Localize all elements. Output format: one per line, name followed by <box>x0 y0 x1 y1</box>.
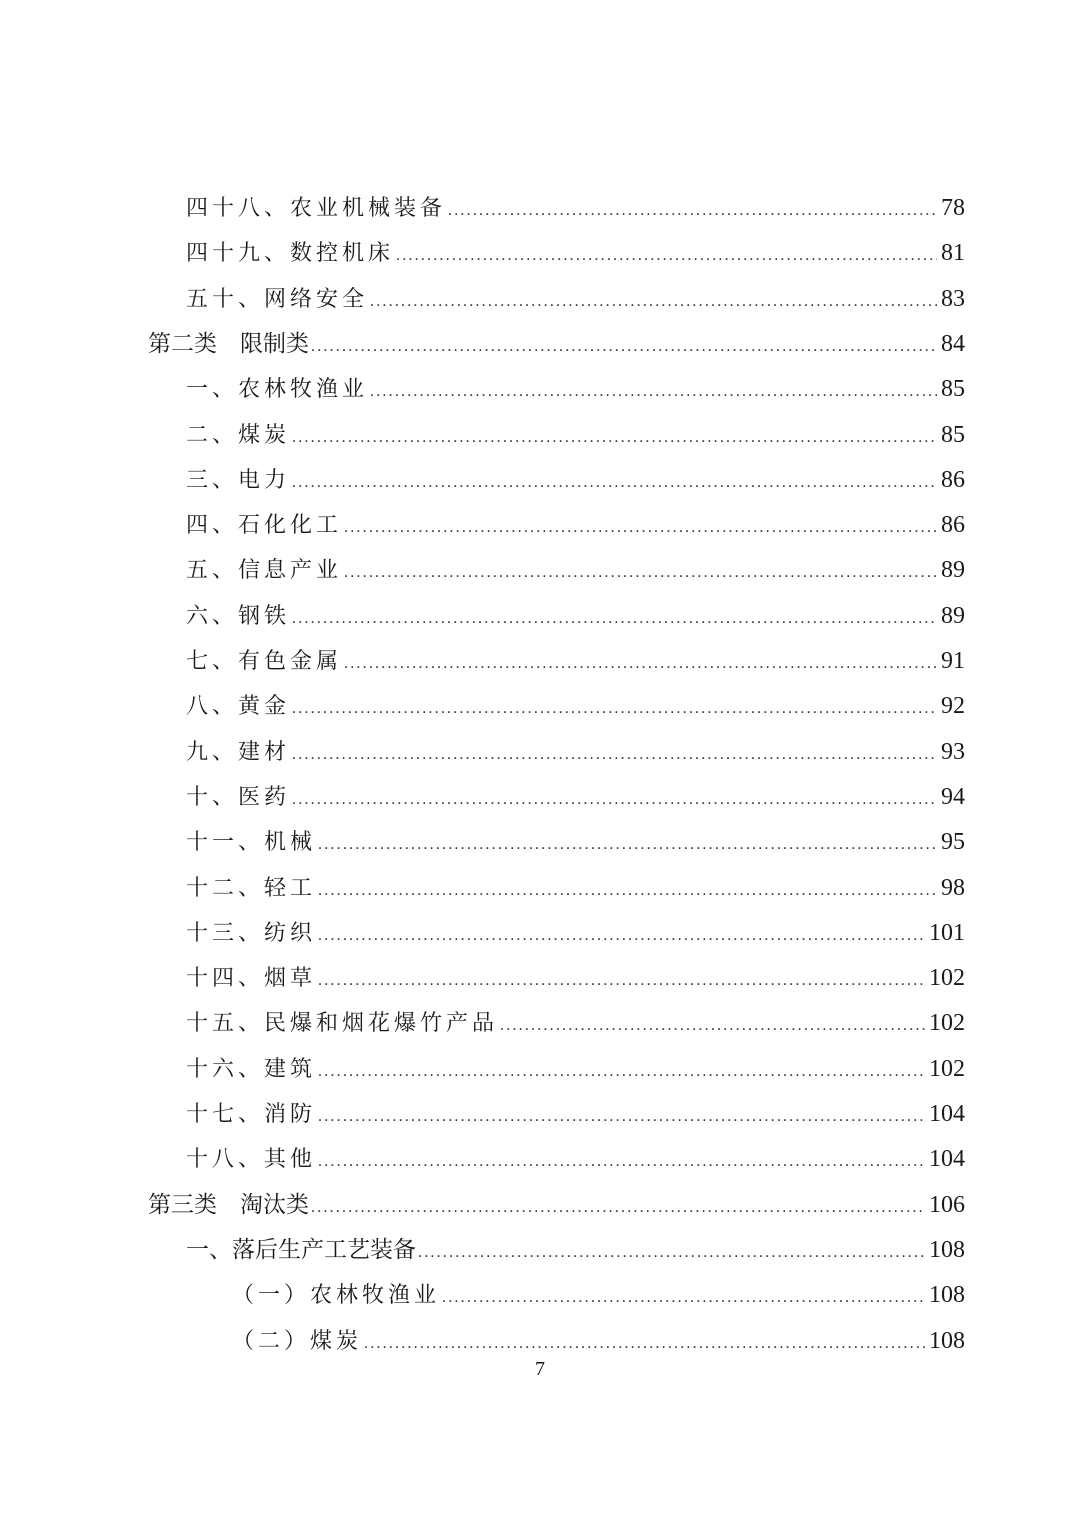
toc-entry-page: 84 <box>941 330 965 357</box>
toc-entry-label: 四十九、数控机床 <box>186 241 395 267</box>
toc-entry-page: 85 <box>941 421 965 448</box>
toc-entry-line <box>186 277 965 322</box>
toc-entry-label: 一、落后生产工艺装备 <box>186 1236 416 1263</box>
toc-entry-line <box>186 186 965 231</box>
toc-entry[interactable] <box>0 548 1080 593</box>
dot-leader <box>318 1139 925 1184</box>
dot-leader <box>318 1049 925 1094</box>
toc-entry-label: 八、黄金 <box>186 694 291 720</box>
dot-leader <box>396 233 937 278</box>
toc-entry-label: 四十八、农业机械装备 <box>186 196 447 221</box>
dot-leader <box>370 369 937 414</box>
toc-entry[interactable] <box>0 1092 1080 1137</box>
toc-entry-label: 二、煤炭 <box>186 422 291 448</box>
toc-entry[interactable] <box>0 866 1080 911</box>
toc-entry-label: 七、有色金属 <box>186 649 343 674</box>
toc-entry[interactable] <box>0 1228 1080 1273</box>
toc-entry-label: （二）煤炭 <box>232 1328 363 1354</box>
toc-entry-line <box>186 594 965 639</box>
toc-entry-page: 102 <box>929 1010 965 1037</box>
toc-entry-line <box>186 367 965 412</box>
toc-entry-page: 102 <box>929 965 965 992</box>
toc-entry-page: 104 <box>929 1101 965 1127</box>
toc-entry-label: 第二类 限制类 <box>148 330 309 357</box>
toc-entry[interactable] <box>0 1047 1080 1092</box>
dot-leader <box>318 1094 925 1139</box>
toc-entry-line <box>186 1137 965 1182</box>
toc-entry-page: 78 <box>941 195 965 221</box>
toc-entry-page: 85 <box>941 376 965 403</box>
dot-leader <box>318 822 937 867</box>
toc-entry-label: 十一、机械 <box>186 830 317 856</box>
toc-entry-line <box>186 231 965 276</box>
toc-entry-page: 83 <box>941 285 965 312</box>
toc-entry-page: 93 <box>941 738 965 765</box>
toc-entry-label: 三、电力 <box>186 467 291 493</box>
toc-entry-line <box>148 1183 965 1228</box>
toc-entry[interactable] <box>0 684 1080 729</box>
toc-entry-page: 86 <box>941 466 965 493</box>
toc-entry-page: 98 <box>941 874 965 901</box>
toc-entry[interactable] <box>0 367 1080 412</box>
toc-entry[interactable] <box>0 594 1080 639</box>
dot-leader <box>292 596 937 641</box>
toc-entry-label: 十七、消防 <box>186 1102 317 1127</box>
dot-leader <box>448 188 937 233</box>
toc-entry-page: 91 <box>941 648 965 674</box>
toc-entry-label: 十、医药 <box>186 784 291 810</box>
toc-section-heading[interactable] <box>0 1183 1080 1228</box>
dot-leader <box>292 686 937 731</box>
toc-entry[interactable] <box>0 186 1080 231</box>
toc-entry-page: 106 <box>929 1191 965 1218</box>
dot-leader <box>292 777 937 822</box>
toc-entry-page: 86 <box>941 512 965 539</box>
toc-entry-line <box>232 1273 965 1318</box>
toc-entry[interactable] <box>0 911 1080 956</box>
toc-entry-line <box>186 548 965 593</box>
dot-leader <box>370 279 937 324</box>
toc-entry-line <box>186 684 965 729</box>
toc-entry[interactable] <box>0 956 1080 1001</box>
toc-entry-line <box>186 775 965 820</box>
toc-entry-label: 四、石化化工 <box>186 513 343 539</box>
toc-entry[interactable] <box>0 1319 1080 1364</box>
dot-leader <box>418 1230 925 1275</box>
toc-entry-page: 101 <box>929 919 965 946</box>
toc-entry-line <box>232 1319 965 1364</box>
toc-entry-label: （一）农林牧渔业 <box>232 1283 441 1309</box>
toc-entry-label: 九、建材 <box>186 739 291 765</box>
toc-entry-line <box>186 1047 965 1092</box>
toc-entry-line <box>186 458 965 503</box>
toc-entry-page: 108 <box>929 1236 965 1263</box>
toc-entry-label: 一、农林牧渔业 <box>186 377 369 403</box>
toc-entry[interactable] <box>0 1137 1080 1182</box>
toc-entry[interactable] <box>0 639 1080 684</box>
toc-entry[interactable] <box>0 503 1080 548</box>
dot-leader <box>442 1275 925 1320</box>
toc-entry-label: 十五、民爆和烟花爆竹产品 <box>186 1011 499 1037</box>
toc-entry-line <box>186 1092 965 1137</box>
dot-leader <box>318 958 925 1003</box>
toc-entry-label: 十八、其他 <box>186 1147 317 1173</box>
toc-entry[interactable] <box>0 775 1080 820</box>
toc-entry-line <box>186 911 965 956</box>
dot-leader <box>292 415 937 460</box>
dot-leader <box>318 868 937 913</box>
toc-entry-line <box>186 639 965 684</box>
toc-entry-line <box>186 503 965 548</box>
toc-entry-page: 104 <box>929 1146 965 1173</box>
dot-leader <box>344 505 937 550</box>
dot-leader <box>311 324 937 369</box>
toc-entry[interactable] <box>0 820 1080 865</box>
toc-entry-label: 五、信息产业 <box>186 558 343 584</box>
dot-leader <box>292 460 937 505</box>
toc-entry-line <box>148 322 965 367</box>
toc-entry-page: 95 <box>941 829 965 856</box>
toc-entry-page: 81 <box>941 240 965 267</box>
toc-entry[interactable] <box>0 1273 1080 1318</box>
toc-entry-line <box>186 1228 965 1273</box>
toc-entry-page: 94 <box>941 783 965 810</box>
toc-entry-label: 第三类 淘汰类 <box>148 1191 309 1218</box>
dot-leader <box>311 1185 925 1230</box>
toc-entry-page: 89 <box>941 557 965 584</box>
toc-entry[interactable] <box>0 231 1080 276</box>
dot-leader <box>344 641 937 686</box>
toc-entry-line <box>186 730 965 775</box>
toc-entry[interactable] <box>0 277 1080 322</box>
toc-entry-line <box>186 866 965 911</box>
toc-entry[interactable] <box>0 1001 1080 1046</box>
toc-entry[interactable] <box>0 413 1080 458</box>
toc-entry-label: 五十、网络安全 <box>186 286 369 312</box>
toc-entry-page: 108 <box>929 1282 965 1309</box>
toc-entry-label: 六、钢铁 <box>186 603 291 629</box>
dot-leader <box>344 550 937 595</box>
toc-entry-line <box>186 956 965 1001</box>
dot-leader <box>318 913 925 958</box>
toc-entry-label: 十四、烟草 <box>186 966 317 992</box>
dot-leader <box>500 1003 925 1048</box>
toc-entry-line <box>186 413 965 458</box>
toc-section-heading[interactable] <box>0 322 1080 367</box>
toc-entry-label: 十六、建筑 <box>186 1056 317 1082</box>
toc-entry-page: 89 <box>941 602 965 629</box>
toc-entry-page: 102 <box>929 1055 965 1082</box>
toc-entry[interactable] <box>0 458 1080 503</box>
toc-entry[interactable] <box>0 730 1080 775</box>
toc-entry-label: 十二、轻工 <box>186 875 317 901</box>
toc-entry-label: 十三、纺织 <box>186 920 317 946</box>
toc-entry-line <box>186 1001 965 1046</box>
toc-entry-page: 92 <box>941 693 965 720</box>
dot-leader <box>292 732 937 777</box>
toc-entry-line <box>186 820 965 865</box>
page-number: 7 <box>535 1358 545 1380</box>
toc-entry-page: 108 <box>929 1327 965 1354</box>
